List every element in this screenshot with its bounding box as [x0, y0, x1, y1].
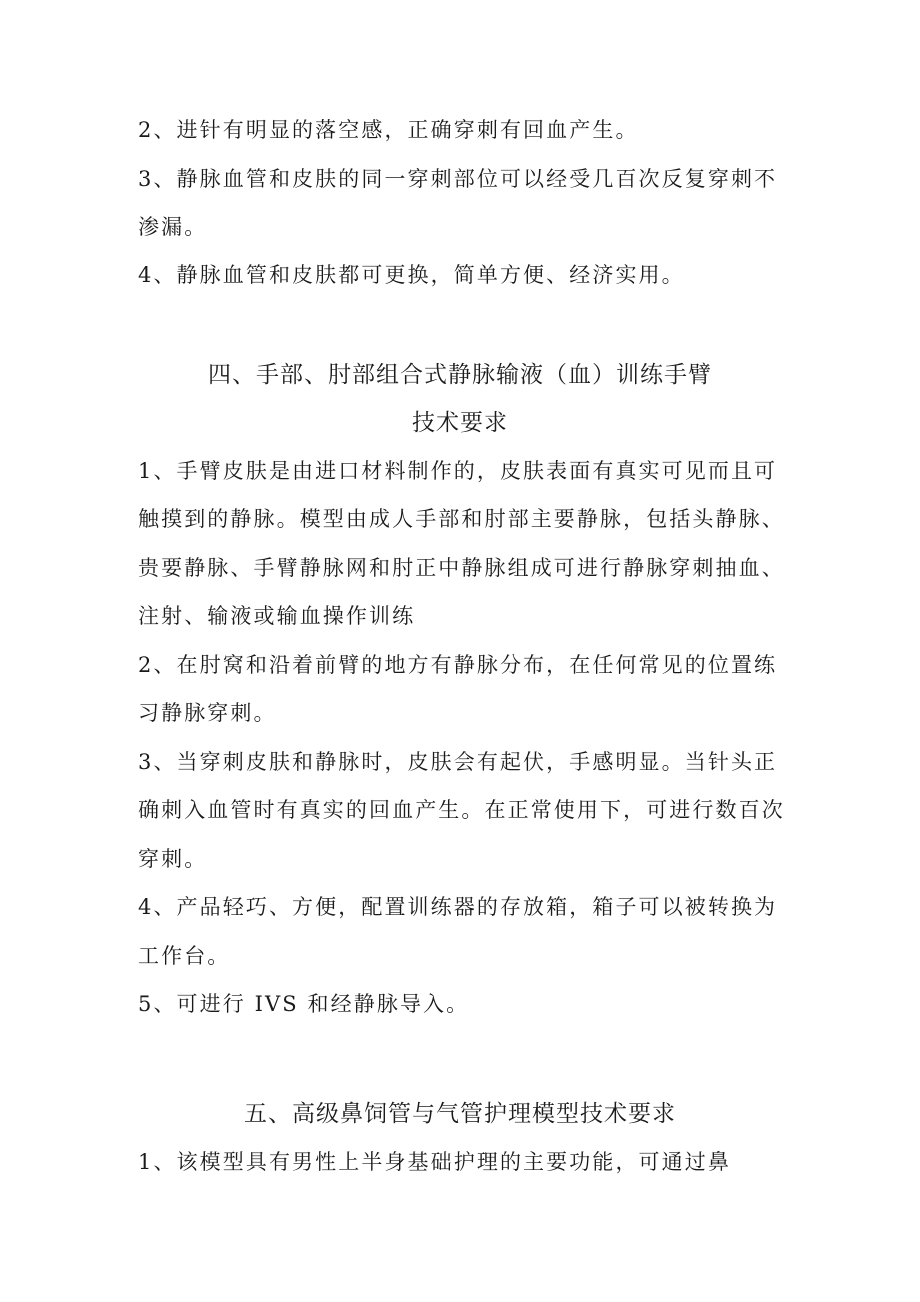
section5-item-1-line-1: 1、该模型具有男性上半身基础护理的主要功能，可通过鼻: [138, 1150, 731, 1174]
section4-item-1-line-2: 触摸到的静脉。模型由成人手部和肘部主要静脉，包括头静脉、: [138, 507, 785, 531]
section4-item-2-line-1: 2、在肘窝和沿着前臂的地方有静脉分布，在任何常见的位置练: [138, 653, 778, 677]
section4-item-3-line-3: 穿刺。: [138, 847, 208, 871]
section4-item-1-line-1: 1、手臂皮肤是由进口材料制作的，皮肤表面有真实可见而且可: [138, 459, 778, 483]
section4-title-line-1: 四、手部、肘部组合式静脉输液（血）训练手臂: [208, 362, 712, 388]
section4-item-2-line-2: 习静脉穿刺。: [138, 701, 277, 725]
section4-item-3-line-2: 确刺入血管时有真实的回血产生。在正常使用下，可进行数百次: [138, 798, 785, 822]
section4-item-1-line-4: 注射、输液或输血操作训练: [138, 604, 416, 628]
section4-item-1-line-3: 贵要静脉、手臂静脉网和肘正中静脉组成可进行静脉穿刺抽血、: [138, 556, 785, 580]
section3-item-2: 2、进针有明显的落空感，正确穿刺有回血产生。: [138, 118, 639, 142]
section4-item-4-line-2: 工作台。: [138, 944, 231, 968]
section5-title: 五、高级鼻饲管与气管护理模型技术要求: [244, 1101, 676, 1127]
section3-item-3-line-2: 渗漏。: [138, 215, 208, 239]
section4-item-4-line-1: 4、产品轻巧、方便，配置训练器的存放箱，箱子可以被转换为: [138, 895, 778, 919]
section3-item-3-line-1: 3、静脉血管和皮肤的同一穿刺部位可以经受几百次反复穿刺不: [138, 167, 778, 191]
section4-item-5: 5、可进行 IVS 和经静脉导入。: [138, 992, 470, 1016]
section3-item-4: 4、静脉血管和皮肤都可更换，简单方便、经济实用。: [138, 263, 685, 287]
section4-title-line-2: 技术要求: [412, 410, 508, 436]
section4-item-3-line-1: 3、当穿刺皮肤和静脉时，皮肤会有起伏，手感明显。当针头正: [138, 750, 778, 774]
